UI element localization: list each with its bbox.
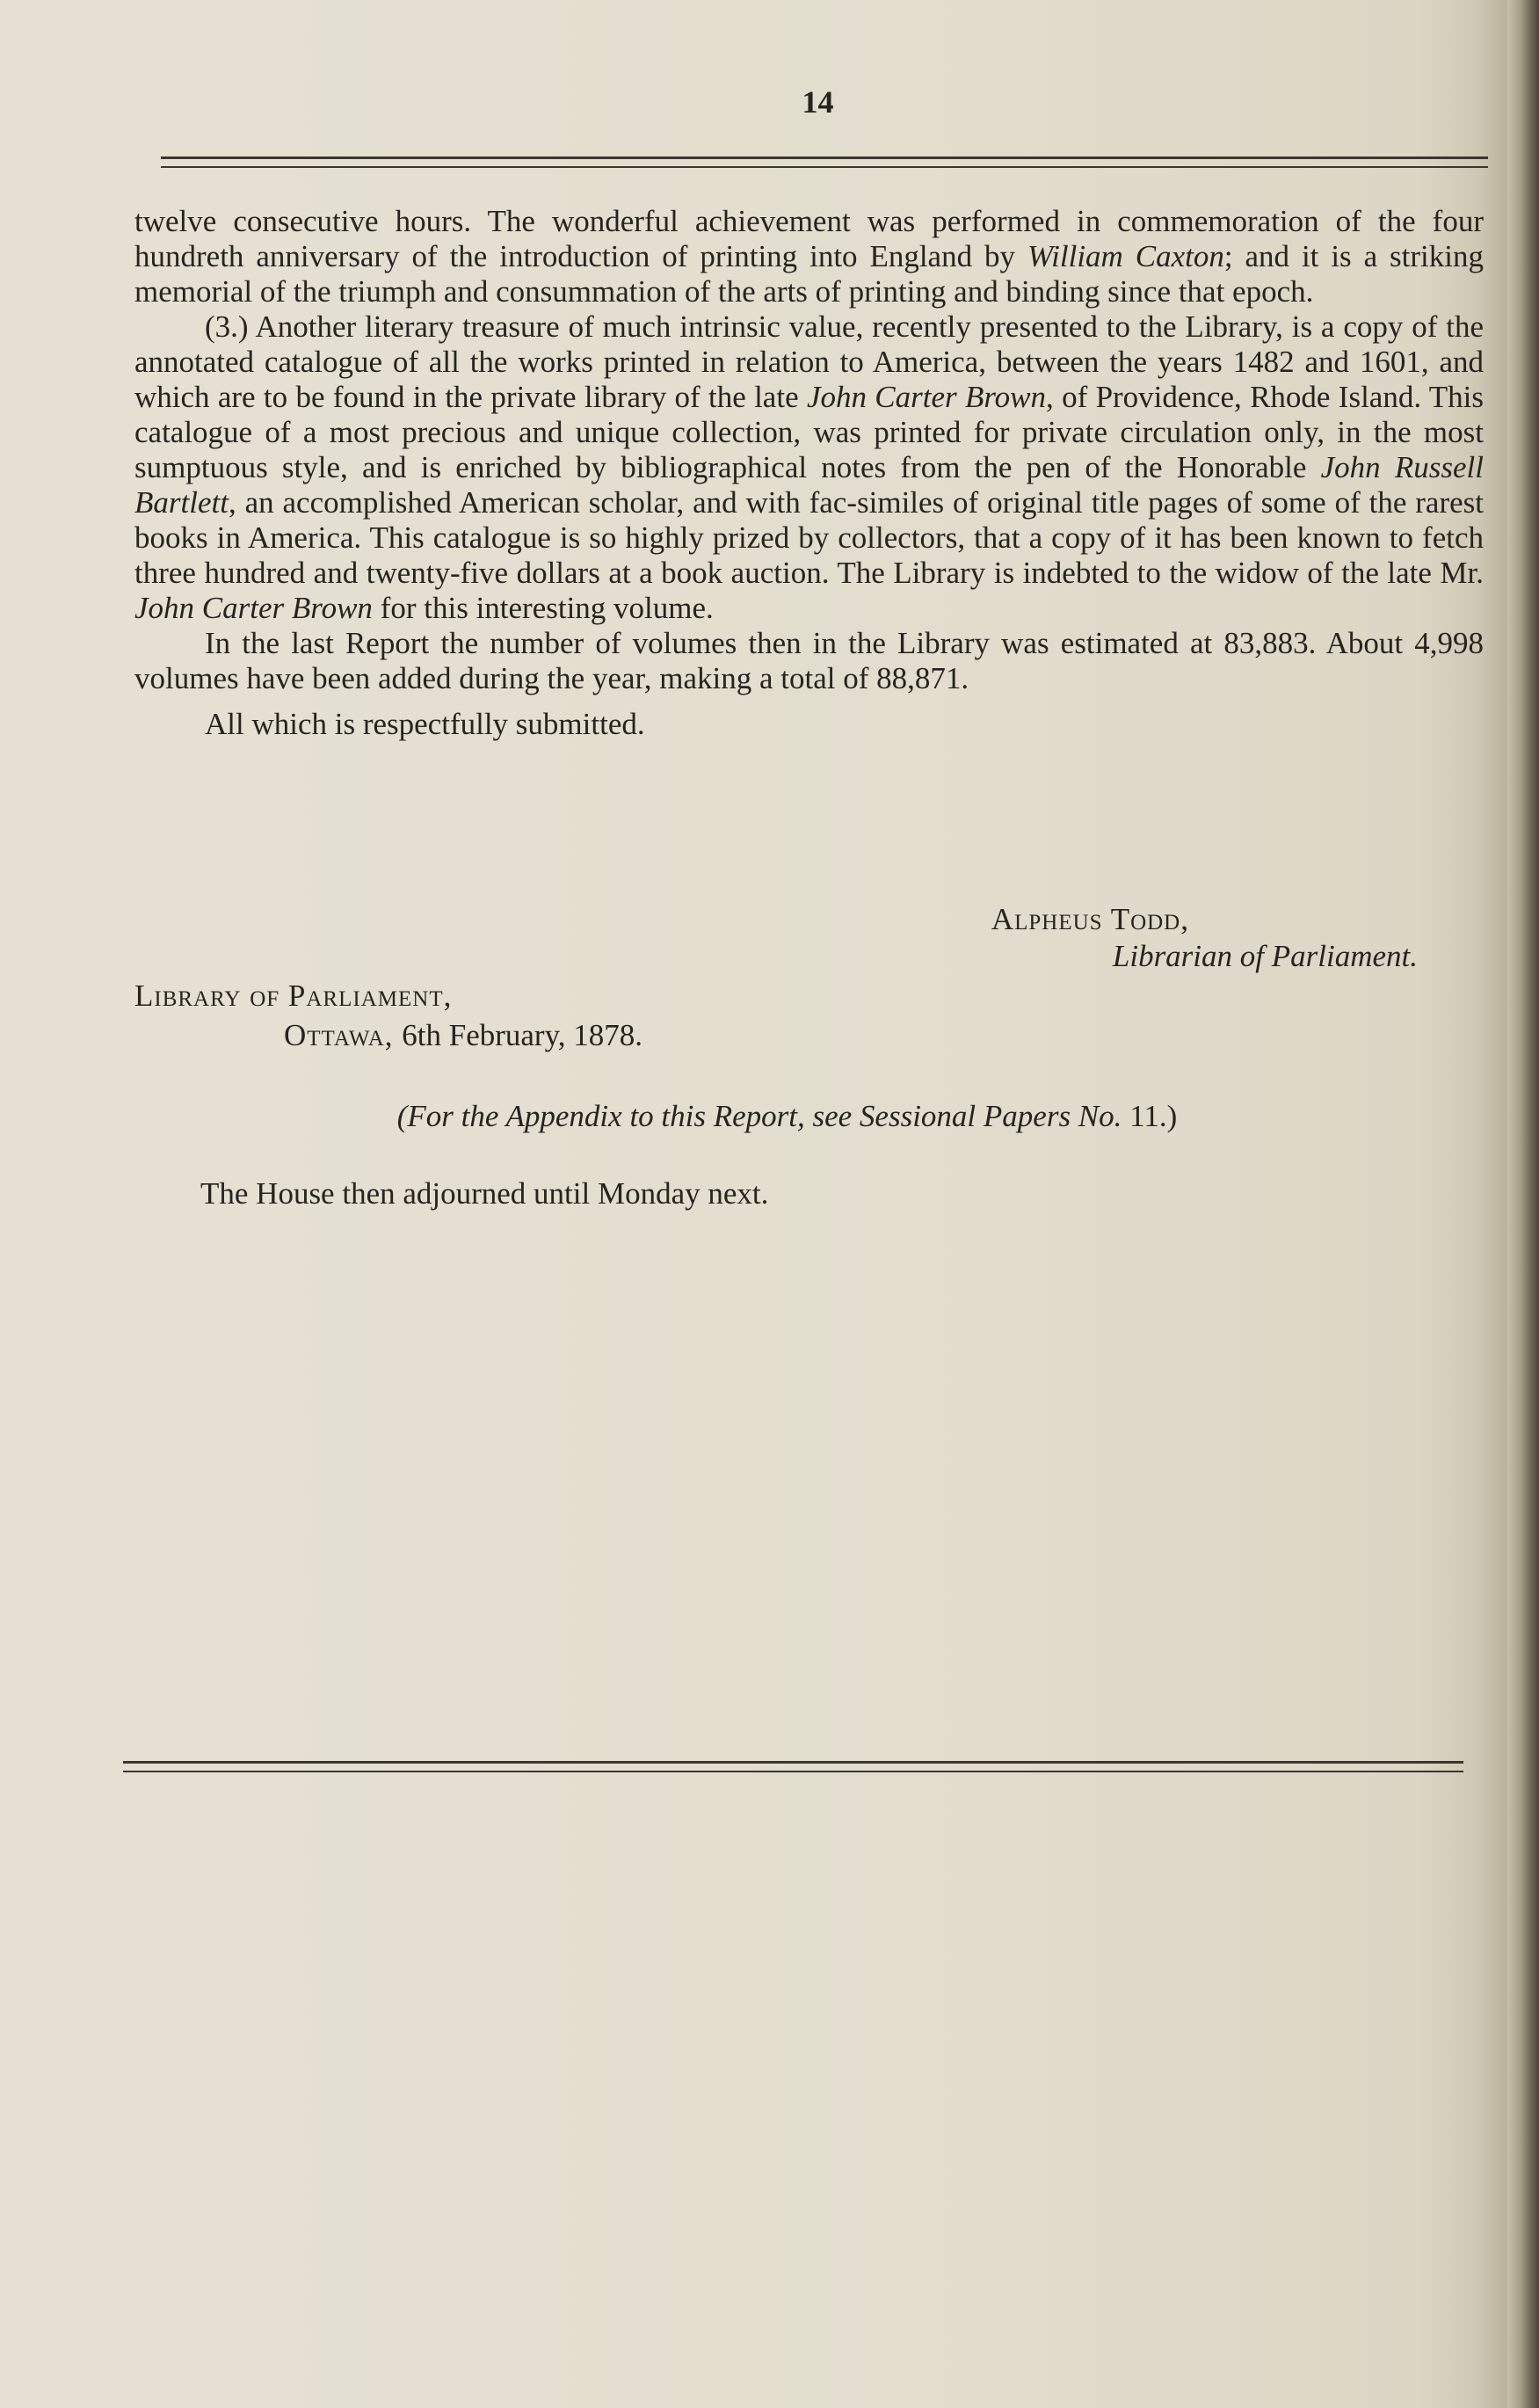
- name-john-carter-brown: John Carter Brown: [134, 591, 373, 625]
- text-segment: , an accomplished American scholar, and with fac-similes of original title pages of some of the rarest books in America. This catalogue is so highly prized by collectors, that a copy of it has been known to fetch three hundred and twenty-five dollars at a book auction. The Library is indebted to the widow of the late Mr.: [134, 485, 1484, 590]
- text-segment: for this interesting volume.: [372, 591, 714, 625]
- place-and-date: [134, 976, 642, 1055]
- city: Ottawa,: [284, 1018, 394, 1052]
- closing-line: All which is respectfully submitted.: [205, 707, 645, 741]
- name-william-caxton: William Caxton: [1027, 239, 1224, 273]
- text-segment: ; and it is a striking memorial of the triumph and consummation of the arts of printing and binding since that epoch.: [134, 239, 1484, 309]
- text-segment: twelve consecutive hours. The wonderful achievement was performed in commemoration of the four hundreth anniversary of the introduction of printing into England by: [134, 204, 1484, 273]
- appendix-number: 11.): [1122, 1099, 1178, 1133]
- adjournment-line: The House then adjourned until Monday next.: [200, 1176, 769, 1211]
- body-text: [134, 204, 1484, 742]
- footer-rule: [123, 1761, 1463, 1772]
- paragraph-3: [134, 626, 1484, 696]
- header-rule: [161, 156, 1488, 168]
- name-john-russell-bartlett: John Russell Bartlett: [134, 450, 1484, 520]
- appendix-text: (For the Appendix to this Report, see Sessional Papers No.: [396, 1099, 1122, 1133]
- city-date-line: [134, 1015, 642, 1055]
- text-segment: (3.) Another literary treasure of much intrinsic value, recently presented to the Library, is a copy of the annotated catalogue of all the works printed in relation to America, between the years 1482 and 1601, and which are to be found in the private library of the late: [134, 309, 1484, 414]
- name-john-carter-brown: John Carter Brown: [806, 380, 1047, 414]
- text-segment: In the last Report the number of volumes then in the Library was estimated at 83,883. About 4,998 volumes have been added during the year, making a total of 88,871.: [134, 626, 1484, 695]
- paragraph-2: [134, 309, 1484, 626]
- book-spine-edge: [1507, 0, 1539, 2408]
- appendix-note: [0, 1099, 1539, 1134]
- signatory-name: Alpheus Todd,: [991, 902, 1189, 936]
- signature-block: [134, 901, 1418, 975]
- place-line: Library of Parliament,: [134, 978, 453, 1013]
- text-segment: , of Providence, Rhode Island. This catalogue of a most precious and unique collection, was printed for private circulation only, in the most sumptuous style, and is enriched by bibliographical notes from the pen of the Honorable: [134, 380, 1484, 484]
- page-number: 14: [802, 84, 834, 120]
- paragraph-1: [134, 204, 1484, 309]
- date: 6th February, 1878.: [402, 1018, 643, 1052]
- signatory-title: Librarian of Parliament.: [1112, 939, 1418, 973]
